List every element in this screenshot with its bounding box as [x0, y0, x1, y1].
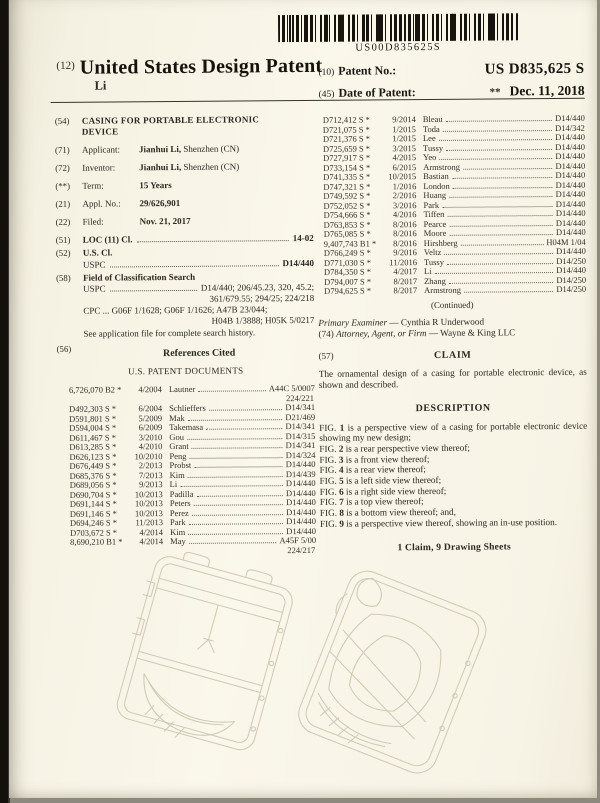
ref-inventor-name: Bleau [422, 113, 443, 125]
field-inventor [55, 161, 313, 174]
ref-inventor-name: Park [423, 199, 440, 210]
ref-date: 2/2016 [392, 190, 417, 201]
ref-inventor-name: Padilla [169, 488, 194, 499]
ref-number: D794,625 S * [324, 285, 372, 296]
ref-number: D611,467 S * [69, 431, 117, 443]
field-number: (**) [55, 180, 71, 191]
dot-leader [439, 158, 552, 160]
field-uspc-line2: 361/679.55; 294/25; 224/218 [209, 292, 315, 304]
ref-number: 8,690,210 B1 * [70, 536, 123, 547]
figure-label: FIG. [319, 518, 338, 529]
ref-date: 10/2013 [134, 507, 163, 518]
ref-number: D733,154 S * [323, 161, 371, 173]
ref-date: 3/2016 [392, 199, 417, 210]
ref-number: D754,666 S * [323, 209, 371, 220]
dot-leader [444, 253, 553, 255]
ref-number: D727,917 S * [323, 152, 371, 163]
ref-inventor-name: Armstrong [423, 161, 461, 172]
ref-classification: D14/324 [285, 449, 316, 460]
figure-label: FIG. [319, 497, 337, 508]
term-label: Term: [82, 180, 104, 191]
ref-classification: D14/341 [285, 439, 316, 451]
figure-label: FIG. [319, 454, 337, 465]
ref-number: D694,246 S * [69, 517, 118, 528]
ref-date: 8/2017 [393, 285, 418, 296]
figure-text: is a left side view thereof; [345, 474, 442, 486]
figure-number: 8 [339, 507, 344, 518]
ref-inventor-name: Kim [169, 526, 186, 537]
figure-number: 4 [338, 464, 344, 476]
references-heading: References Cited [162, 347, 236, 360]
dot-leader [187, 438, 283, 440]
ref-classification: D14/440 [286, 515, 316, 527]
applicant-location: Shenzhen (CN) [183, 143, 240, 154]
ref-inventor-name: Lautner [168, 383, 196, 395]
ref-number: D765,085 S * [323, 228, 371, 239]
dot-leader [452, 177, 553, 179]
figure-number: 3 [338, 454, 344, 465]
dot-leader [443, 130, 552, 132]
ref-classification: D14/440 [555, 141, 586, 152]
claim-text: The ornamental design of a casing for portable electronic device, as shown and described. [318, 366, 587, 390]
dot-leader [206, 428, 282, 430]
dot-leader [449, 282, 554, 284]
ref-number: D492,303 S * [69, 403, 117, 414]
ref-classification: D14/440 [556, 245, 586, 257]
field-classification-search [56, 271, 315, 340]
dot-leader [453, 187, 553, 189]
figure-text: is a rear view thereof; [345, 464, 427, 475]
figure-1-perspective-drawing [102, 540, 304, 777]
dot-leader [449, 196, 553, 198]
ref-number: 9,407,743 B1 * [323, 237, 377, 249]
field-number: (21) [55, 198, 71, 209]
examiner-name: — Cynthia R Underwood [389, 316, 485, 327]
figure-number: 2 [338, 443, 344, 454]
ref-number: D763,853 S * [323, 218, 371, 230]
dot-leader [461, 244, 544, 246]
barcode-block [278, 13, 518, 54]
dot-leader [196, 495, 283, 497]
appl-label: Appl. No.: [82, 198, 121, 209]
ref-classification: D14/440 [555, 112, 585, 124]
attorney-firm: — Wayne & King LLC [428, 326, 516, 338]
ref-number: D691,146 S * [69, 507, 117, 519]
dot-leader [194, 504, 283, 506]
description-heading: DESCRIPTION [415, 402, 491, 414]
field-cpc-line2: H04B 1/3888; H05K 5/0217 [211, 314, 315, 326]
field-uspc-line1: D14/440; 206/45.23, 320, 45.2; [200, 281, 315, 293]
ref-inventor-name: Lee [422, 132, 436, 144]
filed-value: Nov. 21, 2017 [139, 215, 191, 227]
invention-title: CASING FOR PORTABLE ELECTRONIC DEVICE [81, 114, 260, 137]
ref-classification: D14/440 [555, 188, 586, 200]
examiner-attorney-block [318, 315, 586, 339]
ref-inventor-name: London [423, 180, 450, 191]
dot-leader [439, 139, 553, 141]
field-number: (56) [56, 343, 72, 354]
ref-date: 6/2015 [392, 161, 417, 172]
ref-classification: D14/440 [555, 207, 586, 219]
attorney-label: Attorney, Agent, or Firm [336, 327, 427, 339]
ref-number: D591,801 S * [69, 412, 117, 424]
field-cpc-line1: CPC ... G06F 1/1628; G06F 1/1626; A47B 23/044; [83, 304, 268, 316]
dot-leader [447, 263, 553, 265]
figure-description-line [320, 517, 588, 530]
ref-inventor-name: Peng [169, 450, 187, 461]
uscl-label: U.S. Cl. [82, 247, 113, 258]
ref-classification: D14/440 [555, 217, 586, 228]
ref-date: 1/2015 [392, 133, 416, 144]
ref-date: 9/2014 [392, 114, 416, 125]
ref-classification: D14/440 [555, 150, 586, 162]
ref-classification: D14/341 [285, 401, 316, 413]
dot-leader [449, 225, 553, 227]
applicant-name: Jianhui Li, [138, 143, 182, 155]
date-value: Dec. 11, 2018 [509, 82, 585, 99]
dot-leader [442, 206, 553, 208]
ref-number: D725,659 S * [322, 142, 371, 154]
claim-code: (57) [318, 350, 334, 361]
ref-inventor-name: Veltz [423, 246, 442, 258]
ref-date: 9/2016 [393, 247, 417, 258]
ref-inventor-name: Yeo [423, 151, 437, 163]
kind-code: (12) [56, 59, 75, 72]
inventor-label: Inventor: [82, 162, 116, 173]
appl-value: 29/626,901 [139, 197, 181, 209]
patent-reference-row [324, 285, 586, 297]
ref-inventor-name: Pearce [423, 218, 447, 229]
ref-classification: D14/250 [556, 283, 587, 295]
figure-label: FIG. [319, 507, 338, 518]
ref-inventor-name: Toda [422, 123, 440, 134]
ref-date: 3/2015 [392, 142, 417, 153]
ref-inventor-name: Tussy [422, 142, 444, 153]
ref-date: 6/2004 [138, 403, 163, 414]
attorney-line [318, 326, 586, 339]
ref-inventor-name: Hirshberg [423, 237, 458, 248]
ref-classification: D14/341 [285, 420, 316, 432]
term-extension-stars: ** [489, 86, 501, 99]
ref-number: D676,449 S * [69, 460, 117, 471]
dot-leader [194, 466, 283, 468]
us-patent-documents-heading: U.S. PATENT DOCUMENTS [128, 365, 244, 377]
dot-leader [198, 390, 266, 392]
patent-no-value: US D835,625 S [484, 60, 585, 78]
ref-date: 1/2016 [392, 180, 417, 191]
ref-inventor-name: Armstrong [424, 284, 462, 296]
figure-number: 9 [339, 518, 345, 529]
dot-leader [109, 265, 278, 267]
ref-classification: D21/469 [285, 411, 316, 422]
ref-classification: D14/440 [555, 169, 586, 181]
ref-classification: D14/440 [285, 487, 316, 498]
uspc-value: D14/440 [282, 257, 314, 269]
ref-date: 3/2010 [138, 431, 163, 442]
ref-date: 5/2009 [138, 412, 163, 423]
dot-leader [137, 240, 289, 242]
field-applicant [55, 143, 313, 156]
field-number: (51) [55, 234, 71, 245]
ref-date: 8/2016 [393, 237, 417, 248]
ref-classification: D14/440 [285, 477, 316, 489]
dot-leader [463, 168, 552, 170]
references-table-left [69, 384, 316, 557]
dot-leader [180, 485, 283, 487]
figure-label: FIG. [319, 486, 337, 497]
ref-classification: D14/440 [555, 131, 585, 143]
claim-heading: CLAIM [433, 349, 472, 361]
page-content [6, 0, 600, 800]
dot-leader [446, 149, 552, 151]
ref-number: D752,052 S * [323, 199, 371, 211]
ref-date: 10/2013 [134, 498, 163, 509]
ref-number: D771,030 S * [323, 256, 371, 268]
ref-classification: A45F 5/00 [279, 534, 317, 546]
inventor-location: Shenzhen (CN) [183, 161, 240, 172]
claim-heading-row [319, 348, 587, 361]
date-label: Date of Patent: [338, 85, 416, 100]
dot-leader [446, 120, 552, 122]
figure-text: is a bottom view thereof; and, [346, 506, 456, 518]
ref-date: 1/2015 [392, 123, 416, 134]
ref-classification: D14/440 [286, 525, 317, 536]
patent-document-page [9, 0, 597, 798]
ref-inventor-name: Park [169, 516, 186, 528]
figure-number: 7 [339, 497, 344, 508]
field-number: (72) [55, 162, 70, 173]
figure-text: is a perspective view thereof, showing an in-use position. [346, 516, 558, 529]
ref-classification: D14/250 [556, 255, 586, 266]
left-column [55, 114, 316, 557]
figure-label: FIG. [319, 475, 337, 486]
continued-note: (Continued) [430, 299, 474, 310]
ref-inventor-name: Schlieffers [169, 402, 206, 414]
ref-date: 7/2013 [138, 469, 163, 480]
ref-inventor-name: Kim [169, 469, 185, 480]
ref-classification: D14/440 [556, 264, 587, 276]
ref-inventor-name: Grant [169, 440, 189, 452]
field-us-class [56, 246, 314, 271]
figure-text: is a top view thereof; [346, 496, 424, 508]
date-code: (45) [318, 89, 335, 100]
ref-inventor-name: Li [423, 265, 432, 277]
dot-leader [192, 447, 283, 449]
ref-inventor-name: May [170, 535, 186, 547]
ref-date: 9/2013 [139, 479, 163, 490]
figure-label: FIG. [319, 443, 337, 454]
header-left [56, 56, 331, 93]
figure-descriptions [319, 420, 588, 529]
ref-number: D721,376 S * [322, 133, 370, 144]
ref-date: 8/2016 [392, 218, 417, 229]
figure-text: is a front view thereof; [345, 453, 430, 465]
ref-classification: D14/250 [556, 274, 587, 285]
ref-number: D766,249 S * [323, 247, 371, 258]
inventor-surname: Li [94, 78, 107, 93]
ref-inventor-name: Zhang [424, 275, 446, 286]
dot-leader [447, 215, 552, 217]
dot-leader [189, 457, 282, 459]
ref-inventor-name: Li [169, 478, 178, 490]
loc-value: 14-02 [292, 232, 314, 244]
figure-label: FIG. [319, 422, 337, 433]
applicant-label: Applicant: [81, 144, 121, 155]
ref-number: D626,123 S * [69, 450, 117, 462]
ref-classification-continued: 224/221 [286, 392, 315, 403]
patent-reference-row [69, 384, 315, 405]
field-term [55, 179, 313, 192]
patent-no-label: Patent No.: [338, 63, 397, 78]
ref-date: 4/2004 [138, 384, 162, 395]
patent-number-row [318, 61, 584, 80]
field-number: (22) [55, 216, 71, 227]
dot-leader [435, 272, 554, 274]
dot-leader [188, 533, 283, 535]
barcode [278, 13, 518, 42]
barcode-number: US00D835625S [355, 41, 442, 54]
ref-number: D691,144 S * [69, 498, 117, 509]
ref-date: 8/2017 [393, 275, 418, 286]
ref-number: D749,592 S * [323, 190, 371, 201]
field-number: (71) [54, 144, 70, 155]
ref-date: 10/2010 [134, 450, 163, 461]
field-loc-class [56, 233, 314, 246]
dot-leader [192, 514, 283, 516]
ref-inventor-name: Perez [169, 507, 189, 518]
figure-number: 5 [339, 475, 344, 486]
ref-number: D784,350 S * [323, 266, 372, 277]
filed-label: Filed: [82, 216, 104, 227]
ref-number: D703,672 S * [70, 526, 118, 538]
uspc-label: USPC [82, 259, 106, 270]
field-references-cited [57, 342, 315, 367]
figure-text: is a perspective view of a casing for portable electronic device showing my new design; [319, 420, 588, 444]
ref-number: D690,704 S * [69, 488, 117, 500]
ref-number: D712,412 S * [322, 114, 370, 125]
ref-number: D721,075 S * [322, 123, 370, 135]
ref-inventor-name: Tussy [423, 256, 444, 267]
loc-label: LOC (11) Cl. [82, 234, 133, 245]
ref-inventor-name: Mak [169, 412, 185, 423]
inventor-name: Jianhui Li, [139, 161, 182, 173]
ref-date: 2/2013 [138, 460, 163, 471]
ref-number: D741,335 S * [323, 171, 371, 182]
document-kind-line [56, 56, 331, 79]
ref-classification: D14/440 [555, 179, 586, 190]
patent-no-code: (10) [318, 67, 335, 78]
ref-classification: H04M 1/04 [546, 236, 586, 247]
dot-leader [449, 234, 553, 236]
ref-date: 8/2016 [393, 228, 417, 239]
ref-classification: D14/439 [285, 468, 316, 479]
ref-inventor-name: Moore [423, 227, 447, 239]
field-number: (58) [56, 272, 71, 283]
ref-date: 4/2014 [139, 526, 164, 537]
dot-leader [188, 476, 283, 478]
ref-inventor-name: Gou [169, 431, 184, 442]
ref-date: 6/2009 [138, 422, 163, 433]
document-title: United States Design Patent [79, 54, 323, 79]
figure-number: 1 [339, 422, 345, 433]
references-table-right [323, 114, 586, 297]
ref-number: D794,007 S * [324, 275, 372, 287]
term-value: 15 Years [139, 180, 172, 191]
field-number: (54) [54, 115, 70, 126]
ref-date: 11/2016 [389, 256, 417, 267]
search-history-note: See application file for complete search history. [83, 327, 256, 339]
ref-inventor-name: Huang [423, 189, 447, 201]
ref-classification: D14/440 [285, 458, 316, 470]
ref-inventor-name: Takemasa [169, 421, 204, 433]
ref-classification: D14/440 [555, 198, 586, 209]
ref-date: 4/2010 [138, 441, 163, 452]
ref-date: 10/2015 [388, 171, 417, 182]
figure-2-rear-perspective-drawing [288, 555, 490, 802]
ref-classification: D14/315 [285, 430, 316, 441]
figure-number: 6 [339, 486, 344, 497]
ref-classification: D14/440 [555, 226, 586, 238]
ref-date: 11/2013 [135, 517, 164, 528]
figure-text: is a rear perspective view thereof; [345, 442, 470, 454]
claims-sheets-summary: 1 Claim, 9 Drawing Sheets [397, 540, 511, 553]
ref-date: 4/2017 [393, 266, 418, 277]
figure-label: FIG. [319, 465, 337, 476]
ref-number: 6,726,070 B2 * [68, 384, 122, 395]
ref-classification: A44C 5/0007 [268, 382, 315, 394]
ref-classification: D14/440 [286, 506, 316, 517]
right-column [317, 114, 588, 554]
ref-classification: D14/342 [555, 122, 585, 133]
field-filed-date [56, 215, 314, 228]
ref-date: 4/2016 [392, 209, 417, 220]
ref-classification: D14/440 [555, 160, 586, 171]
figure-description-line [319, 420, 587, 444]
ref-inventor-name: Peters [169, 497, 191, 509]
ref-date: 4/2014 [139, 536, 164, 547]
ref-number: D613,285 S * [69, 441, 117, 452]
figure-text: is a right side view thereof; [345, 485, 447, 497]
dot-leader [188, 419, 283, 421]
ref-date: 10/2013 [134, 488, 163, 499]
ref-classification: D14/440 [286, 496, 316, 508]
field-number: (52) [55, 247, 71, 258]
examiner-label: Primary Examiner [318, 316, 388, 328]
field-uspc-label: USPC [83, 283, 106, 294]
ref-number: D594,004 S * [69, 422, 117, 433]
field-application-number [55, 197, 313, 210]
ref-inventor-name: Probst [169, 459, 192, 471]
ref-number: D685,376 S * [69, 469, 117, 481]
dot-leader [464, 291, 553, 293]
dot-leader [189, 523, 284, 525]
ref-number: D689,056 S * [69, 479, 117, 490]
dot-leader [209, 409, 283, 411]
ref-inventor-name: Tiffen [423, 208, 445, 220]
ref-number: D747,321 S * [323, 180, 371, 192]
dot-leader [110, 290, 197, 292]
field-invention-title [55, 114, 313, 138]
ref-date: 4/2015 [392, 152, 417, 163]
field-search-label: Field of Classification Search [83, 271, 196, 283]
attorney-code: (74) [318, 328, 334, 339]
ref-classification-continued: 224/217 [287, 544, 316, 555]
ref-inventor-name: Bastian [423, 170, 449, 182]
